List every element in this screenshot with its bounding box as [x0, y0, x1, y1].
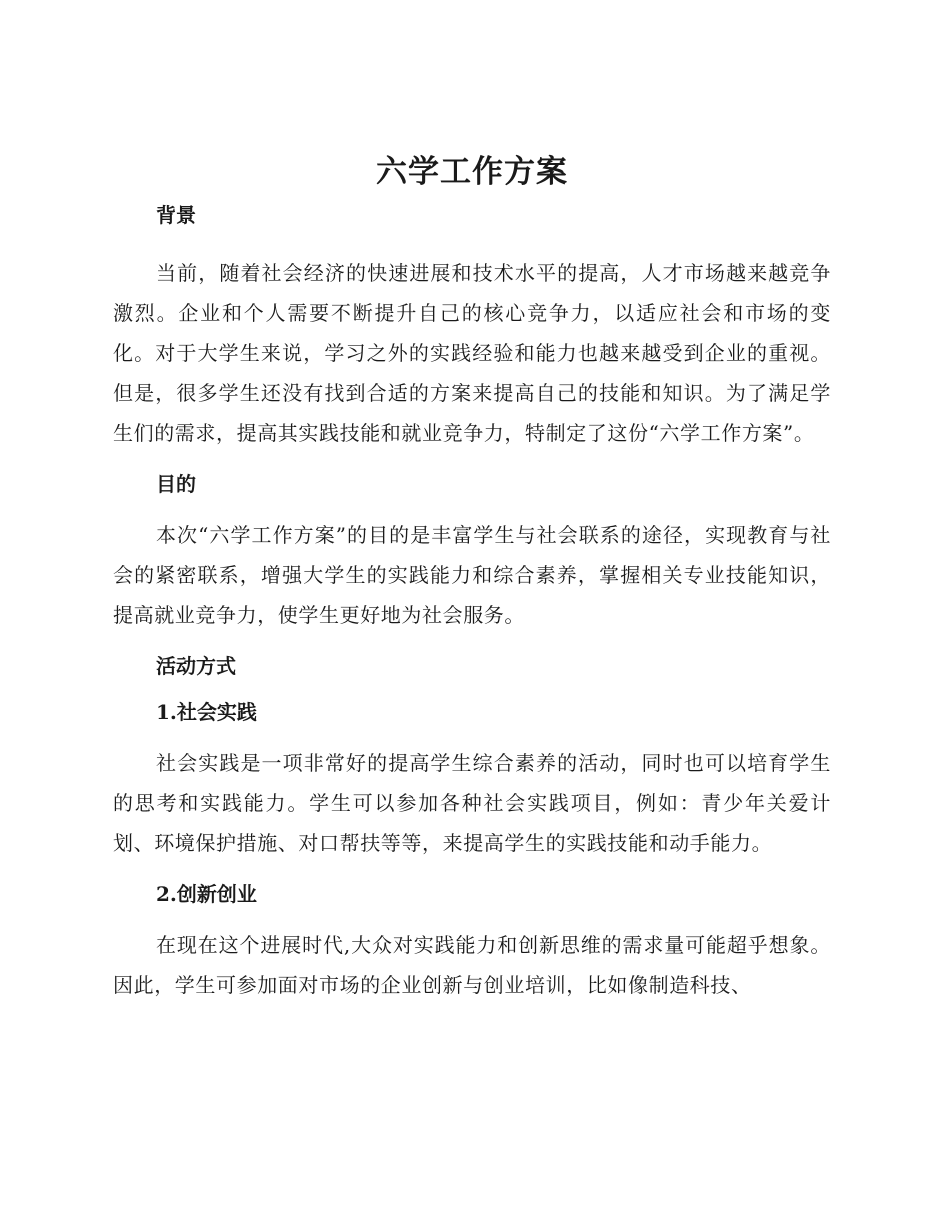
section-heading-background: 背景: [156, 203, 196, 227]
activity-item-paragraph-2: 在现在这个进展时代,大众对实践能力和创新思维的需求量可能超乎想象。因此，学生可参加面对市场的企业创新与创业培训，比如像制造科技、: [113, 933, 831, 997]
document-title: 六学工作方案: [376, 154, 568, 190]
activity-item-paragraph-1: 社会实践是一项非常好的提高学生综合素养的活动，同时也可以培育学生的思考和实践能力。学生可以参加各种社会实践项目，例如：青少年关爱计划、环境保护措施、对口帮扶等等，来提高学生的实践技能和动手能力。: [113, 751, 831, 855]
document-body: [113, 150, 831, 1005]
section-heading-activities: 活动方式: [156, 654, 236, 678]
purpose-paragraph: 本次“六学工作方案”的目的是丰富学生与社会联系的途径，实现教育与社会的紧密联系，增强大学生的实践能力和综合素养，掌握相关专业技能知识，提高就业竞争力，使学生更好地为社会服务。: [113, 523, 831, 627]
background-paragraph: 当前，随着社会经济的快速进展和技术水平的提高，人才市场越来越竞争激烈。企业和个人需要不断提升自己的核心竞争力，以适应社会和市场的变化。对于大学生来说，学习之外的实践经验和能力也越来越受到企业的重视。但是，很多学生还没有找到合适的方案来提高自己的技能和知识。为了满足学生们的需求，提高其实践技能和就业竞争力，特制定了这份“六学工作方案”。: [113, 261, 831, 445]
section-heading-purpose: 目的: [156, 472, 196, 496]
activity-item-title-2: 2.创新创业: [156, 882, 257, 906]
activity-item-title-1: 1.社会实践: [156, 700, 257, 724]
